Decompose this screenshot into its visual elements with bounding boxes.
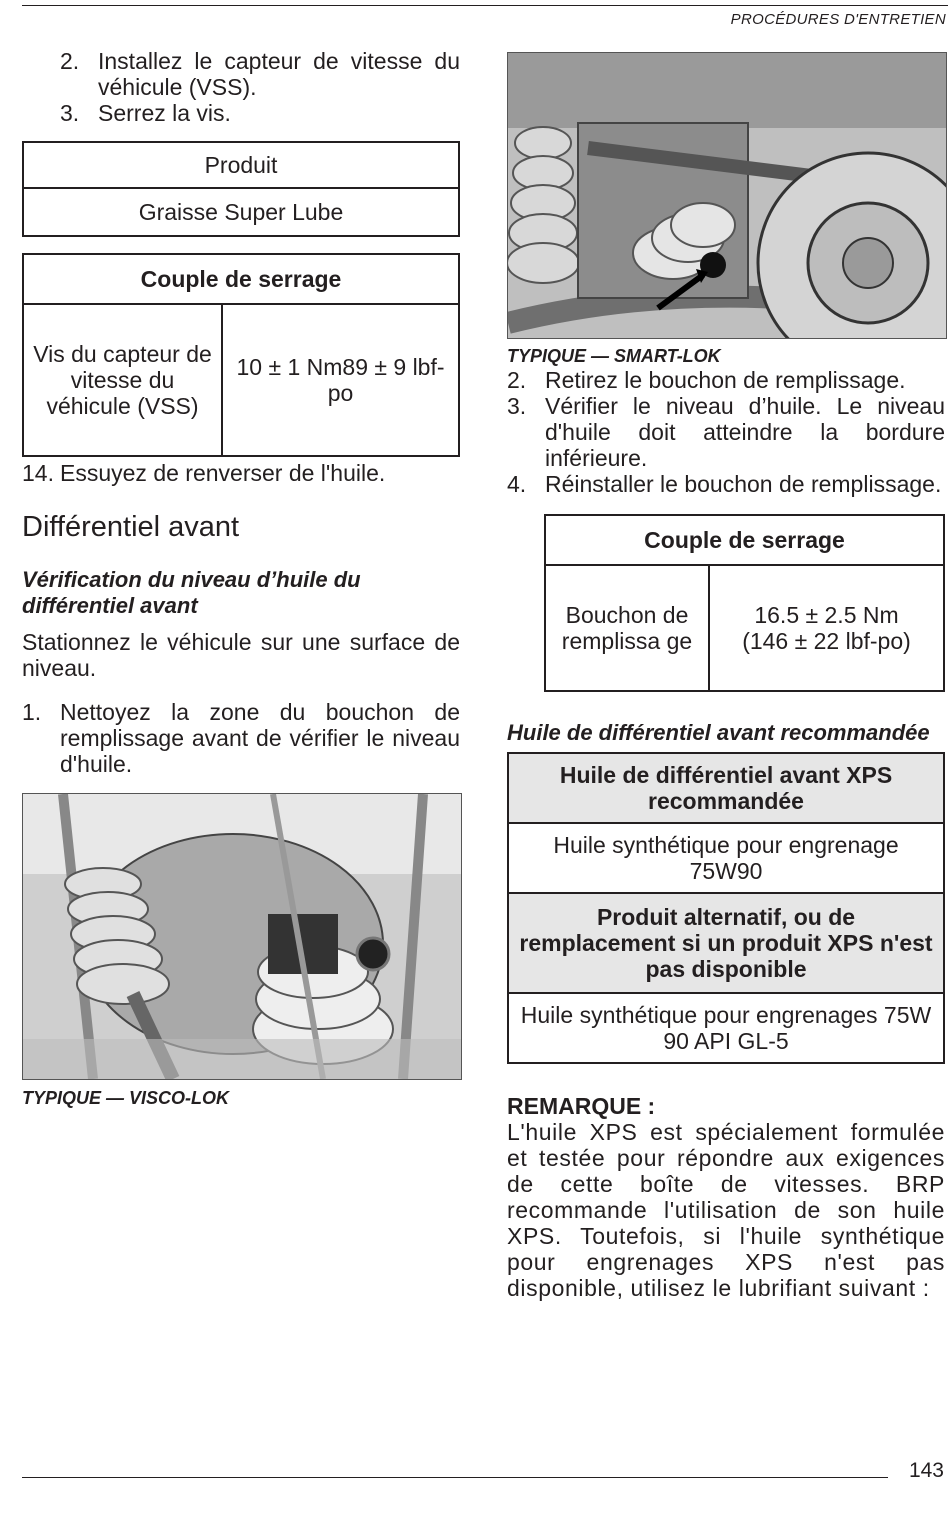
oil-table-header-2: Produit alternatif, ou de remplacement si un produit XPS n'est pas disponible	[508, 893, 944, 993]
page-number: 143	[908, 1459, 944, 1482]
visco-lok-photo	[22, 793, 462, 1080]
torque-value-lbf: (146 ± 22 lbf-po)	[742, 628, 911, 654]
step-number: 2.	[60, 48, 80, 74]
product-table	[22, 141, 460, 237]
list-item	[507, 471, 945, 497]
right-column	[507, 52, 945, 1301]
step-text: Nettoyez la zone du bouchon de remplissage avant de vérifier le niveau d'huile.	[60, 699, 460, 777]
right-torque-table	[544, 514, 945, 692]
list-item	[22, 100, 460, 126]
step-text: Serrez la vis.	[98, 100, 231, 126]
smart-lok-illustration	[508, 53, 946, 338]
step-number: 3.	[507, 393, 527, 419]
step-number: 3.	[60, 100, 80, 126]
footer-rule	[22, 1477, 888, 1478]
oil-title: Huile de différentiel avant recommandée	[507, 720, 930, 745]
oil-table-value-2: Huile synthétique pour engrenages 75W 90 API GL-5	[508, 993, 944, 1063]
note-text: L'huile XPS est spécialement formulée et testée pour répondre aux exigences de cette boîte de vitesses. BRP recommande l'utilisation de son huile XPS. Toutefois, si l'huile synthétique pour engrenages XPS n'est pas disponible, utilisez le lubrifiant suivant :	[507, 1119, 945, 1301]
right-torque-table-label: Bouchon de remplissa ge	[545, 565, 709, 691]
list-item	[507, 393, 945, 471]
step-1-list	[22, 699, 460, 777]
header-rule	[22, 5, 948, 6]
torque-table	[22, 253, 460, 457]
product-table-value: Graisse Super Lube	[23, 188, 459, 236]
step-number: 14.	[22, 460, 54, 486]
step-text: Réinstaller le bouchon de remplissage.	[545, 471, 942, 497]
torque-table-header: Couple de serrage	[23, 254, 459, 304]
step-text: Essuyez de renverser de l'huile.	[60, 460, 386, 486]
steps-top	[22, 48, 460, 126]
torque-table-label: Vis du capteur de vitesse du véhicule (VSS)	[23, 304, 222, 456]
oil-table-value-1: Huile synthétique pour engrenage 75W90	[508, 823, 944, 893]
steps-right	[507, 367, 945, 497]
torque-table-value: 10 ± 1 Nm89 ± 9 lbf-po	[222, 304, 459, 456]
subsection-title: Vérification du niveau d’huile du différentiel avant	[22, 567, 361, 618]
section-title: Différentiel avant	[22, 511, 240, 543]
torque-table-wrap	[22, 253, 460, 457]
list-item	[22, 48, 460, 100]
intro-paragraph: Stationnez le véhicule sur une surface de niveau.	[22, 629, 460, 681]
torque-value-nm: 16.5 ± 2.5 Nm	[754, 602, 899, 628]
product-table-wrap	[22, 141, 460, 237]
list-item	[22, 460, 460, 486]
step-number: 4.	[507, 471, 527, 497]
right-torque-table-header: Couple de serrage	[545, 515, 944, 565]
step-text: Installez le capteur de vitesse du véhicule (VSS).	[98, 48, 460, 100]
oil-table	[507, 752, 945, 1064]
list-item	[22, 699, 460, 777]
visco-lok-caption: TYPIQUE — VISCO-LOK	[22, 1088, 230, 1108]
step-14-list	[22, 460, 460, 486]
step-number: 1.	[22, 699, 42, 725]
step-text: Vérifier le niveau d’huile. Le niveau d'huile doit atteindre la bordure inférieure.	[545, 393, 945, 471]
left-column	[22, 48, 460, 1109]
oil-table-header-1: Huile de différentiel avant XPS recommandée	[508, 753, 944, 823]
visco-lok-illustration	[23, 794, 461, 1079]
oil-table-wrap	[507, 752, 945, 1064]
right-torque-table-value	[709, 565, 944, 691]
smart-lok-caption: TYPIQUE — SMART-LOK	[507, 346, 721, 366]
step-text: Retirez le bouchon de remplissage.	[545, 367, 906, 393]
step-number: 2.	[507, 367, 527, 393]
note-title: REMARQUE :	[507, 1093, 656, 1119]
running-header: PROCÉDURES D'ENTRETIEN	[730, 11, 946, 28]
right-torque-table-wrap	[544, 514, 945, 692]
list-item	[507, 367, 945, 393]
product-table-header: Produit	[23, 142, 459, 188]
smart-lok-photo	[507, 52, 947, 339]
